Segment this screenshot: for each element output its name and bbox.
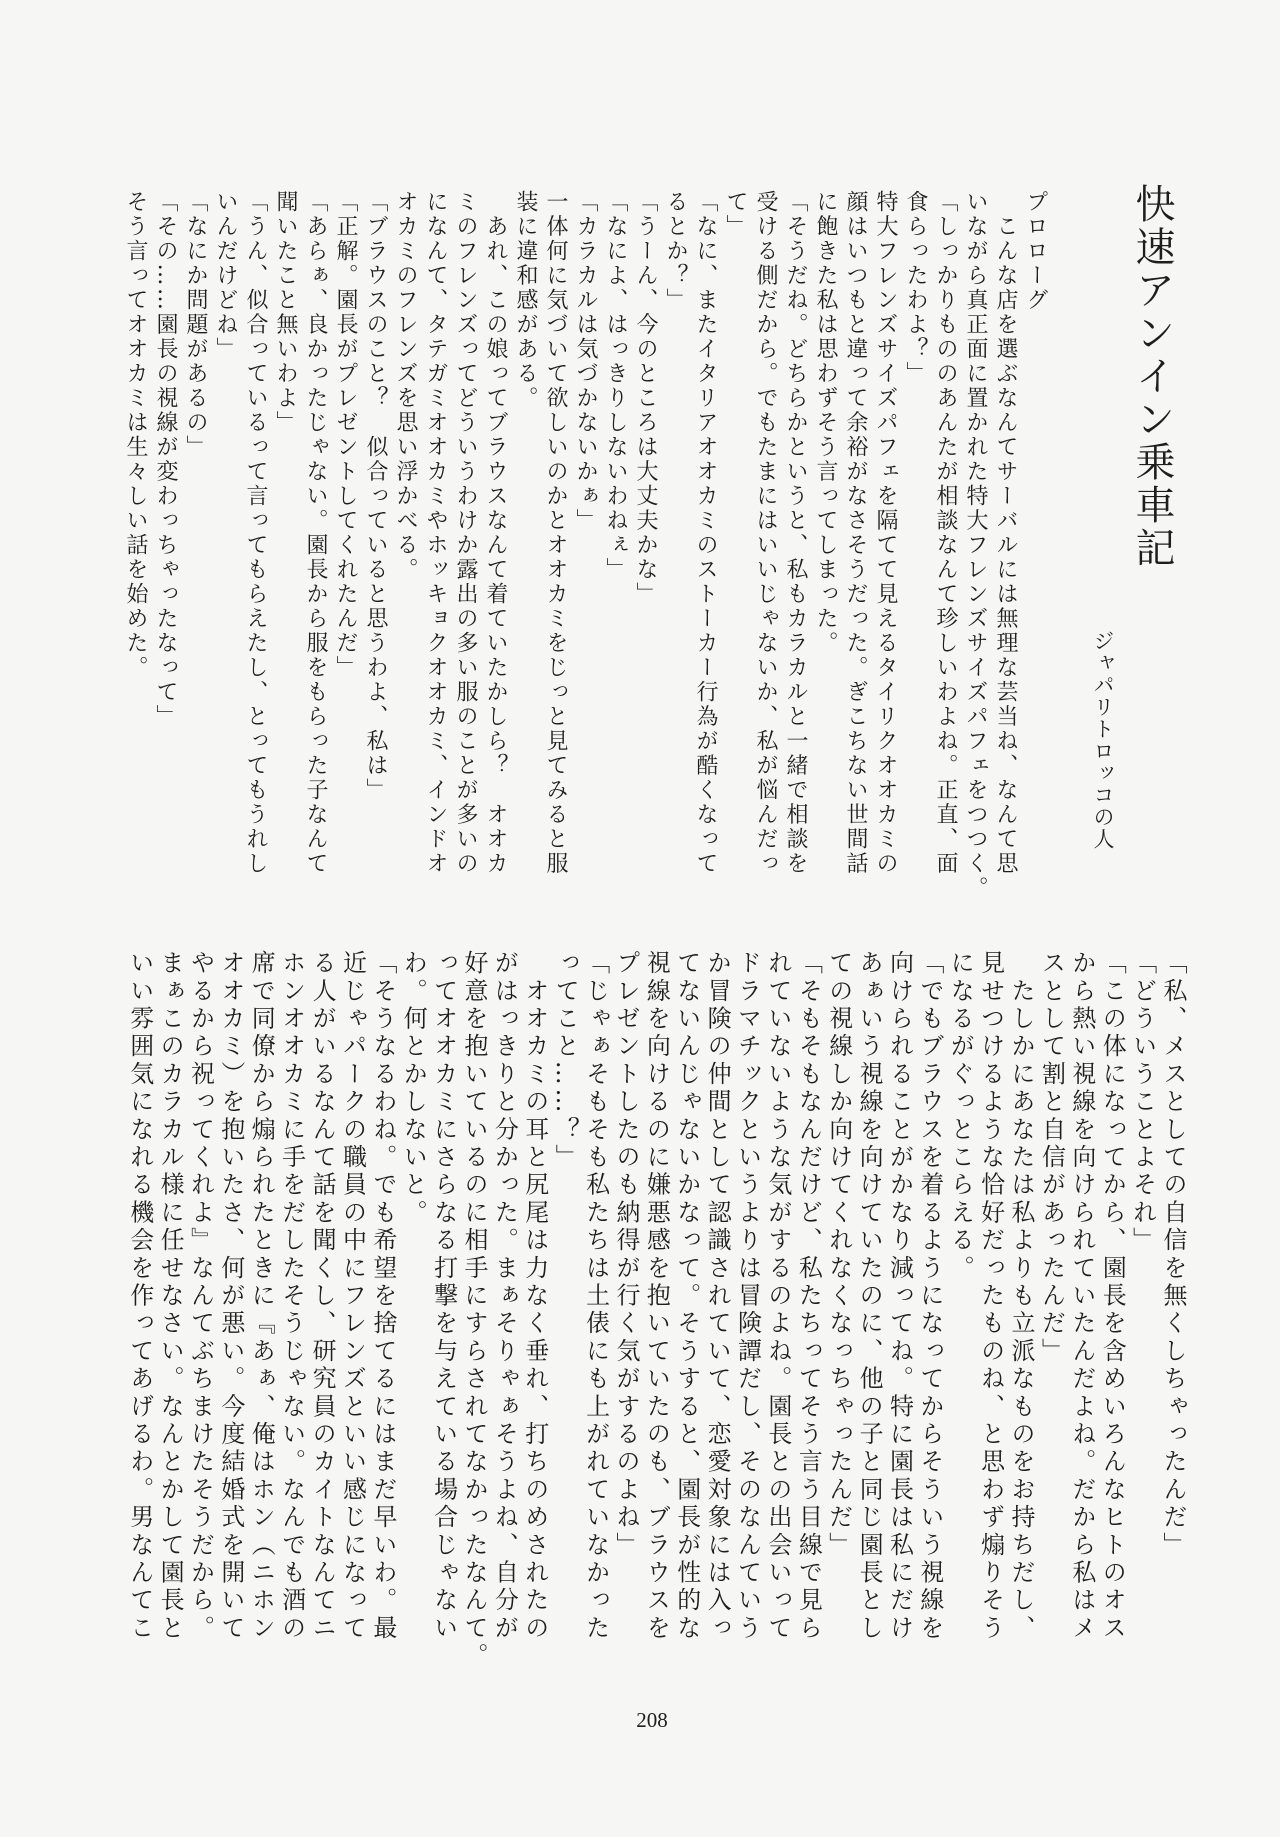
text-line: 顔はいつもと違って余裕がなさそうだった。ぎこちない世間話 — [843, 190, 868, 876]
text-line: まぁこのカラカル様に任せなさい。なんとかして園長と — [156, 950, 185, 1643]
text-line: になんて、タテガミオオカミやホッキョクオオカミ、インドオ — [423, 190, 448, 876]
text-line: 「なによ、はっきりしないわねぇ」 — [603, 190, 628, 582]
text-line: 「しっかりもののあんたが相談なんて珍しいわよね。正直、面 — [933, 190, 958, 876]
text-line: 一体何に気づいて欲しいのかとオオカミをじっと見てみると服 — [543, 190, 568, 876]
text-line: 「うん、似合っているって言ってもらえたし、とってもうれし — [243, 190, 268, 876]
text-line: ドラマチックというよりは冒険譚だし、そのなんていう — [733, 950, 762, 1643]
text-line: 「あらぁ、良かったじゃない。園長から服をもらった子なんて — [303, 190, 328, 876]
text-line: わ。何とかしないと。 — [399, 950, 428, 1227]
text-line: やるから祝ってくれよ』なんてぶちまけたそうだから。 — [186, 950, 215, 1643]
text-line: 「私、メスとしての自信を無くしちゃったんだ」 — [1159, 950, 1187, 1560]
lower-text-block — [124, 950, 1188, 1671]
text-line: ホンオオカミに手をだしたそうじゃない。なんでも酒の — [277, 950, 306, 1643]
text-line: 聞いたこと無いわよ」 — [273, 190, 298, 435]
text-line: 「うーん、今のところは大丈夫かな」 — [633, 190, 658, 607]
text-line: そう言ってオオカミは生々しい話を始めた。 — [123, 190, 148, 680]
text-line: 「その……園長の視線が変わっちゃったなって」 — [153, 190, 178, 729]
author-name: ジャパリトロッコの人 — [1091, 630, 1115, 850]
text-line: れていないような気がするのよね。園長との出会いって — [763, 950, 792, 1643]
text-line: る人がいるなんて話を聞くし、研究員のカイトなんてニ — [308, 950, 337, 1643]
text-line: 「でもブラウスを着るようになってからそういう視線を — [915, 950, 944, 1643]
text-line: プロローグ — [1023, 190, 1048, 313]
text-line: 「どういうことよそれ」 — [1128, 950, 1157, 1255]
text-line: いんだけどね」 — [213, 190, 238, 362]
text-line: こんな店を選ぶなんてサーバルには無理な芸当ね、なんて思 — [993, 190, 1018, 876]
text-line: 向けられることがかなり減ってね。特に園長は私にだけ — [885, 950, 914, 1643]
text-line: 視線を向けるのに嫌悪感を抱いていたのも、ブラウスを — [642, 950, 671, 1643]
text-line: 食らったわよ？」 — [903, 190, 928, 386]
text-line: たしかにあなたは私よりも立派なものをお持ちだし、 — [1007, 950, 1036, 1643]
upper-text-block — [120, 190, 1050, 901]
text-line: 特大フレンズサイズパフェを隔てて見えるタイリクオオカミの — [873, 190, 898, 876]
text-line: るとか？」 — [663, 190, 688, 313]
text-line: 「じゃぁそもそも私たちは土俵にも上がれていなかった — [581, 950, 610, 1643]
text-line: あれ、この娘ってブラウスなんて着ていたかしら？ オオカ — [483, 190, 508, 876]
text-line: ってオオカミにさらなる打撃を与えている場合じゃない — [429, 950, 458, 1643]
text-line: スとして割と自信があったんだ」 — [1037, 950, 1066, 1366]
text-line: プレゼントしたのも納得が行く気がするのよね」 — [611, 950, 640, 1560]
text-line: 「そもそもなんだけど、私たちってそう言う目線で見ら — [794, 950, 823, 1643]
text-line: 「なに、またイタリアオオカミのストーカー行為が酷くなって — [693, 190, 718, 876]
text-line: ってこと……？」 — [551, 950, 580, 1172]
text-line: 装に違和感がある。 — [513, 190, 538, 411]
text-line: いい雰囲気になれる機会を作ってあげるわ。男なんてこ — [125, 950, 154, 1643]
text-line: て」 — [723, 190, 748, 239]
text-line: オオカミ）を抱いたさ、何が悪い。今度結婚式を開いて — [216, 950, 245, 1643]
text-line: か冒険の仲間として認識されていて、恋愛対象には入っ — [703, 950, 732, 1643]
text-line: から熱い視線を向けられていたんだよね。だから私はメ — [1067, 950, 1096, 1643]
text-line: がはっきりと分かった。まぁそりゃぁそうよね、自分が — [490, 950, 519, 1643]
text-line: 「そうなるわね。でも希望を捨てるにはまだ早いわ。最 — [368, 950, 397, 1643]
text-line: 見せつけるような恰好だったものね、と思わず煽りそう — [976, 950, 1005, 1643]
text-line: てないんじゃないかなって。そうすると、園長が性的な — [672, 950, 701, 1643]
story-title: 快速アンイン乗車記 — [1129, 183, 1175, 570]
text-line: 「ブラウスのこと？ 似合っていると思うわよ、私は」 — [363, 190, 388, 803]
text-line: になるがぐっとこらえる。 — [946, 950, 975, 1283]
text-line: 「正解。園長がプレゼントしてくれたんだ」 — [333, 190, 358, 680]
text-line: ての視線しか向けてくれなくなっちゃったんだ」 — [824, 950, 853, 1560]
text-line: に飽きた私は思わずそう言ってしまった。 — [813, 190, 838, 656]
text-line: 受ける側だから。でもたまにはいいじゃないか、私が悩んだっ — [753, 190, 778, 876]
text-line: 「この体になってから、園長を含めいろんなヒトのオス — [1098, 950, 1127, 1643]
text-line: オカミのフレンズを思い浮かべる。 — [393, 190, 418, 582]
page-number: 208 — [636, 1708, 668, 1732]
text-line: オオカミの耳と尻尾は力なく垂れ、打ちのめされたの — [520, 950, 549, 1643]
text-line: ミのフレンズってどういうわけか露出の多い服のことが多いの — [453, 190, 478, 876]
text-line: 「そうだね。どちらかというと、私もカラカルと一緒で相談を — [783, 190, 808, 876]
text-line: 近じゃパークの職員の中にフレンズといい感じになって — [338, 950, 367, 1643]
text-line: 好意を抱いているのに相手にすらされてなかったなんて。 — [460, 950, 489, 1671]
text-line: あぁいう視線を向けていたのに、他の子と同じ園長とし — [855, 950, 884, 1643]
text-line: 「なにか問題があるの」 — [183, 190, 208, 460]
text-line: 「カラカルは気づかないかぁ」 — [573, 190, 598, 533]
text-line: 席で同僚から煽られたときに『あぁ、俺はホン（ニホン — [247, 950, 276, 1643]
text-line: いながら真正面に置かれた特大フレンズサイズパフェをつつく。 — [963, 190, 988, 901]
